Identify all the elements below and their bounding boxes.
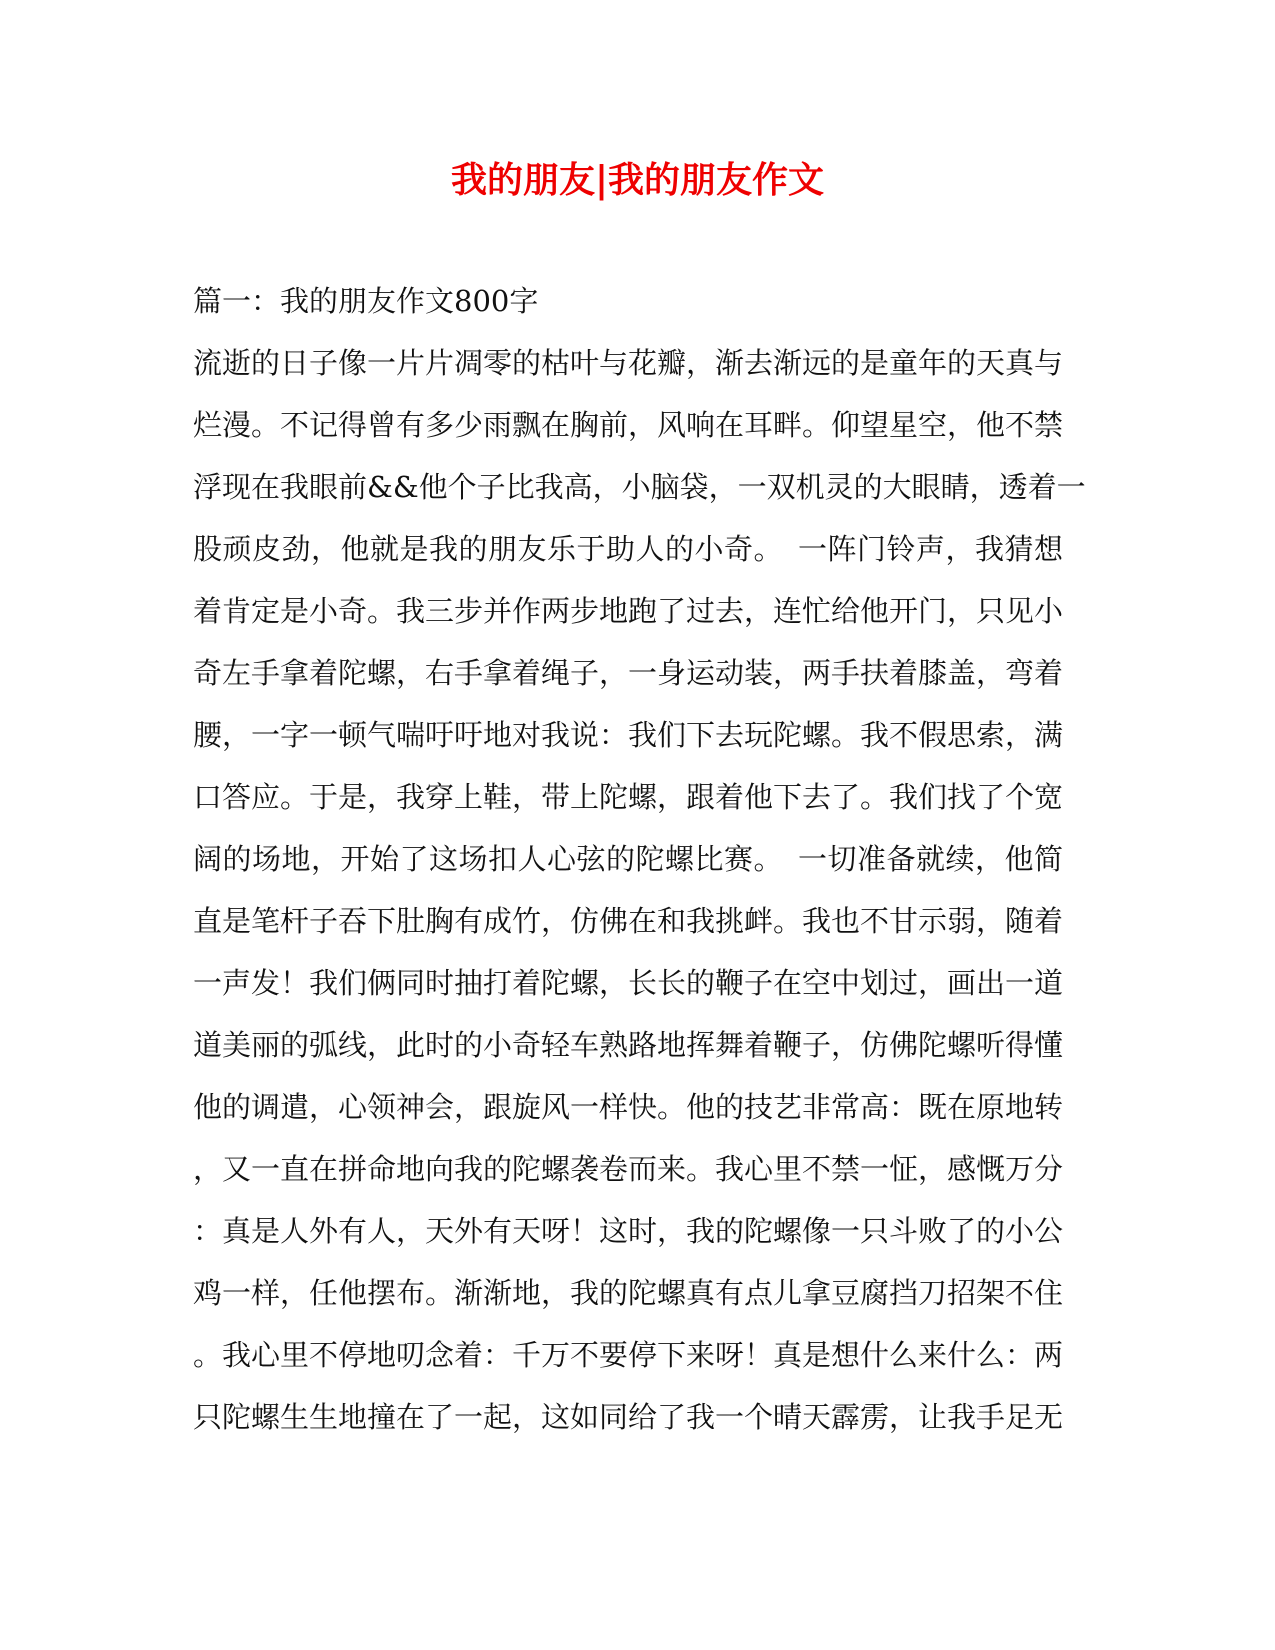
- text-line: 只陀螺生生地撞在了一起，这如同给了我一个晴天霹雳，让我手足无: [193, 1400, 1064, 1434]
- text-line: 腰，一字一顿气喘吁吁地对我说：我们下去玩陀螺。我不假思索，满: [193, 718, 1064, 752]
- text-line: 。我心里不停地叨念着：千万不要停下来呀！真是想什么来什么：两: [193, 1338, 1064, 1372]
- text-line: 他的调遣，心领神会，跟旋风一样快。他的技艺非常高：既在原地转: [193, 1090, 1064, 1124]
- text-line: 浮现在我眼前&&他个子比我高，小脑袋，一双机灵的大眼睛，透着一: [193, 470, 1086, 504]
- section-heading: 篇一：我的朋友作文800字: [193, 284, 539, 318]
- text-line: 口答应。于是，我穿上鞋，带上陀螺，跟着他下去了。我们找了个宽: [193, 780, 1064, 814]
- text-line: 着肯定是小奇。我三步并作两步地跑了过去，连忙给他开门，只见小: [193, 594, 1064, 628]
- text-line: ，又一直在拼命地向我的陀螺袭卷而来。我心里不禁一怔，感慨万分: [193, 1152, 1064, 1186]
- text-line: ：真是人外有人，天外有天呀！这时，我的陀螺像一只斗败了的小公: [193, 1214, 1064, 1248]
- text-line: 奇左手拿着陀螺，右手拿着绳子，一身运动装，两手扶着膝盖，弯着: [193, 656, 1064, 690]
- text-line: 股顽皮劲，他就是我的朋友乐于助人的小奇。 一阵门铃声，我猜想: [193, 532, 1063, 566]
- text-line: 直是笔杆子吞下肚胸有成竹，仿佛在和我挑衅。我也不甘示弱，随着: [193, 904, 1064, 938]
- text-line: 烂漫。不记得曾有多少雨飘在胸前，风响在耳畔。仰望星空，他不禁: [193, 408, 1064, 442]
- text-line: 鸡一样，任他摆布。渐渐地，我的陀螺真有点儿拿豆腐挡刀招架不住: [193, 1276, 1064, 1310]
- text-line: 阔的场地，开始了这场扣人心弦的陀螺比赛。 一切准备就续，他简: [193, 842, 1063, 876]
- text-line: 一声发！我们俩同时抽打着陀螺，长长的鞭子在空中划过，画出一道: [193, 966, 1064, 1000]
- document-title: 我的朋友|我的朋友作文: [450, 159, 825, 201]
- text-line: 流逝的日子像一片片凋零的枯叶与花瓣，渐去渐远的是童年的天真与: [193, 346, 1064, 380]
- text-line: 道美丽的弧线，此时的小奇轻车熟路地挥舞着鞭子，仿佛陀螺听得懂: [193, 1028, 1064, 1062]
